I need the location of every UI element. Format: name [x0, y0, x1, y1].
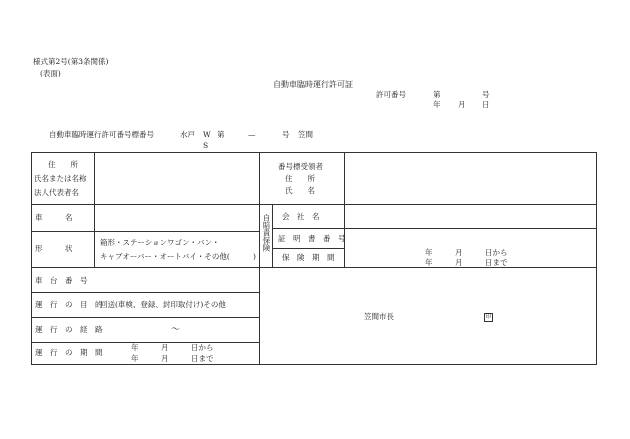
representative-label: 法人代表者名: [34, 188, 79, 197]
plate-go: 号: [282, 130, 290, 139]
divider: [259, 204, 597, 205]
shape-option-line2: キャブオーバー・オートバイ・その他(: [100, 252, 230, 261]
permit-number-go: 号: [482, 90, 490, 99]
permit-number-label: 許可番号: [376, 90, 406, 99]
plate-city: 水戸: [180, 130, 195, 139]
car-name-label: 車 名: [35, 213, 73, 222]
insurance-period-to: 年 月 日まで: [425, 258, 508, 267]
shape-label: 形 状: [35, 244, 73, 253]
issue-date-day: 日: [482, 100, 490, 109]
insurance-period-label: 保 険 期 間: [282, 253, 335, 262]
divider: [31, 231, 259, 232]
plate-issuer: 笠間: [298, 130, 313, 139]
plate-receiver-label: 番号標受領者: [278, 162, 323, 171]
insurance-company-label: 会 社 名: [282, 212, 320, 221]
divider: [94, 152, 95, 267]
liability-insurance-label: 自賠責保険: [262, 214, 271, 252]
permit-number-dai: 第: [433, 90, 441, 99]
divider: [344, 152, 345, 267]
purpose-label: 運 行 の 目 的: [35, 300, 103, 309]
document-title: 自動車臨時運行許可証: [273, 80, 353, 89]
divider: [31, 317, 259, 318]
route-label: 運 行 の 経 路: [35, 325, 103, 334]
name-or-corp-label: 氏名または名称: [34, 174, 87, 183]
form-number: 様式第2号(第3条関係): [33, 57, 109, 66]
plate-dash: —: [248, 130, 256, 139]
divider: [272, 204, 273, 267]
receiver-name-label: 氏 名: [285, 186, 315, 195]
route-tilde: ～: [171, 325, 181, 335]
chassis-number-label: 車 台 番 号: [35, 276, 88, 285]
shape-close-paren: ): [253, 252, 256, 261]
shape-option-line1: 箱形・ステーションワゴン・バン・: [100, 238, 220, 247]
mayor-label: 笠間市長: [364, 312, 394, 321]
divider: [31, 204, 259, 205]
plate-dai: 第: [217, 130, 225, 139]
divider: [272, 228, 597, 229]
period-from: 年 月 日から: [131, 343, 214, 352]
issue-date-month: 月: [458, 100, 466, 109]
certificate-number-label: 証 明 書 番 号: [278, 234, 346, 243]
receiver-address-label: 住 所: [285, 174, 315, 183]
issue-date-year: 年: [433, 100, 441, 109]
plate-w: W: [203, 130, 211, 139]
plate-s: S: [203, 141, 209, 150]
address-label: 住 所: [48, 160, 78, 169]
period-to: 年 月 日まで: [131, 354, 214, 363]
seal-mark: 印: [485, 314, 492, 320]
divider: [31, 267, 597, 268]
divider: [31, 292, 259, 293]
form-side-label: (表面): [40, 69, 61, 78]
period-label: 運 行 の 期 間: [35, 348, 103, 357]
purpose-value: 回送(車検、登録、封印取付け)その他: [100, 300, 226, 309]
divider: [259, 152, 260, 365]
insurance-period-from: 年 月 日から: [425, 248, 508, 257]
divider: [272, 248, 344, 249]
plate-number-label: 自動車臨時運行許可番号標番号: [49, 130, 154, 139]
permit-form-table: [31, 152, 597, 365]
